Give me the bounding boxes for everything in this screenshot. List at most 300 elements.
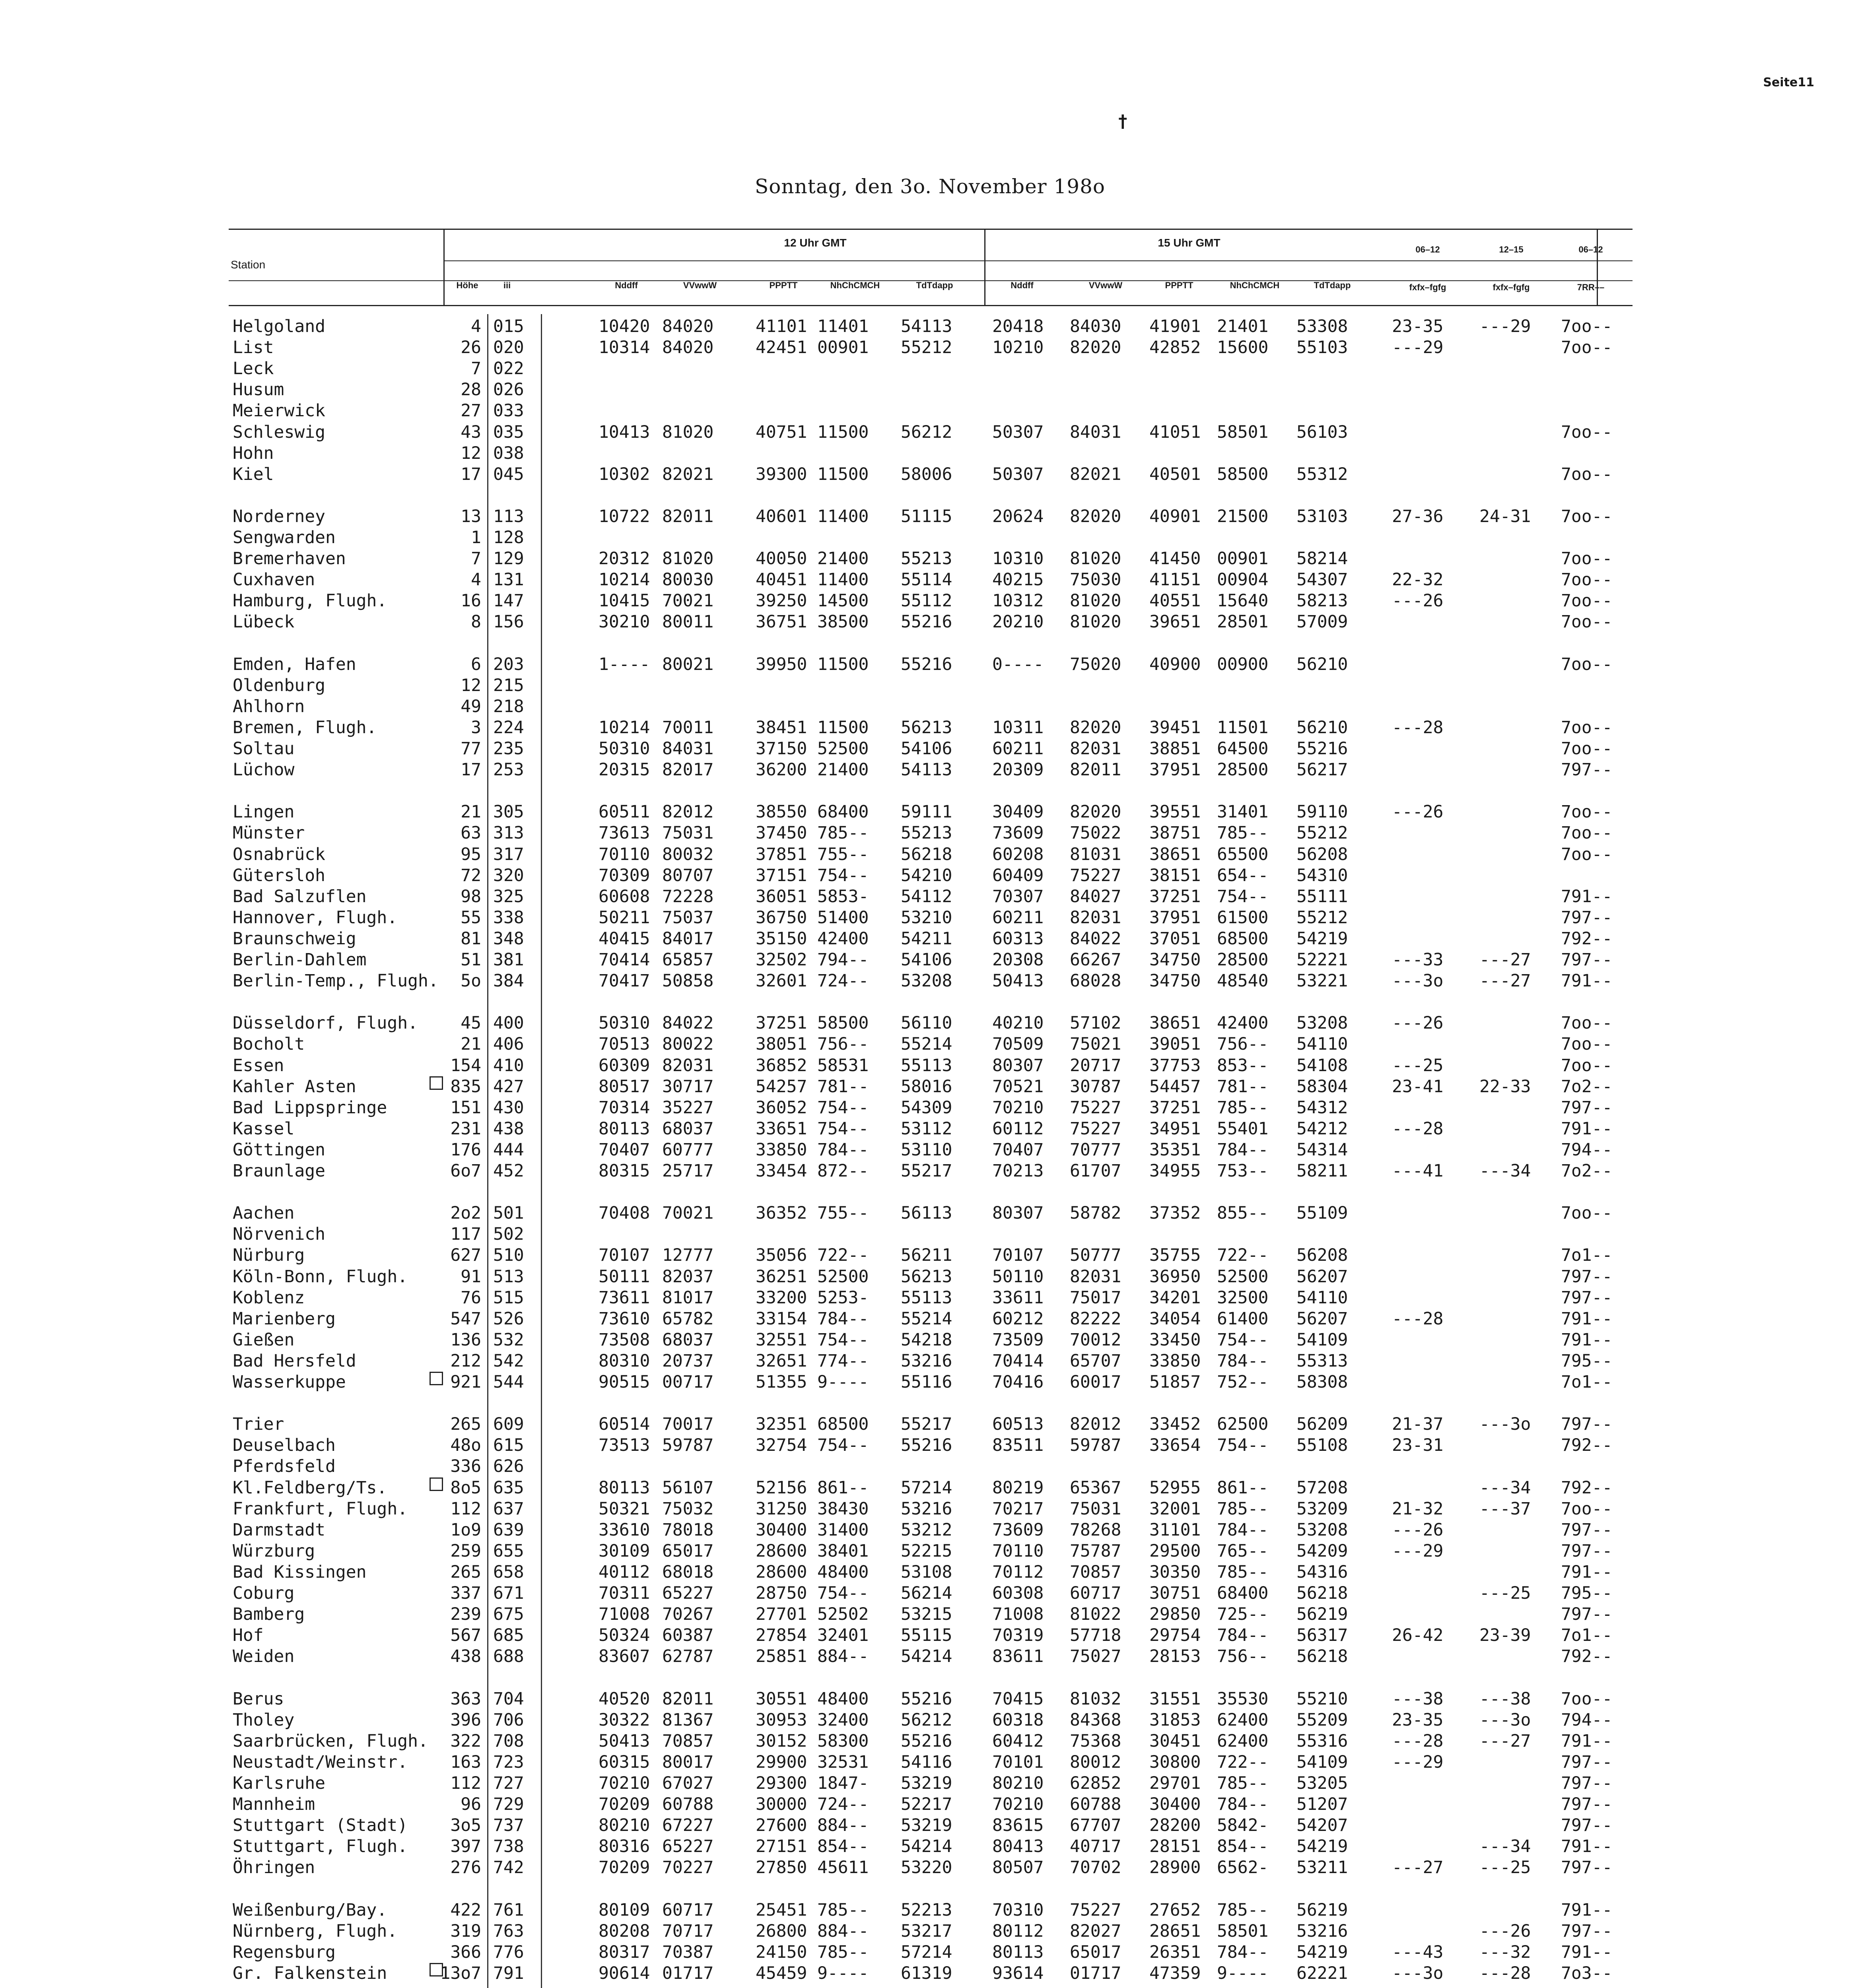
obs-15-value: 75227 bbox=[1070, 1119, 1121, 1139]
station-number: 038 bbox=[493, 443, 524, 463]
obs-12-value: 754-- bbox=[817, 866, 869, 885]
station-number: 776 bbox=[493, 1942, 524, 1962]
obs-12-value: 65857 bbox=[662, 950, 714, 970]
extra-value: ---28 bbox=[1479, 1963, 1531, 1983]
obs-12-value: 20315 bbox=[599, 760, 650, 780]
station-height: 921 bbox=[450, 1372, 481, 1392]
extra-value: 7oo-- bbox=[1561, 654, 1613, 674]
obs-12-value: 10722 bbox=[599, 507, 650, 526]
obs-15-value: 35351 bbox=[1149, 1140, 1201, 1160]
obs-12-value: 33651 bbox=[756, 1119, 807, 1139]
obs-12-value: 52215 bbox=[901, 1541, 952, 1561]
obs-12-value: 53112 bbox=[901, 1119, 952, 1139]
obs-15-value: 55109 bbox=[1296, 1203, 1348, 1223]
table-row bbox=[0, 1625, 1860, 1646]
obs-12-value: 01717 bbox=[662, 1963, 714, 1983]
obs-12-value: 756-- bbox=[817, 1034, 869, 1054]
obs-12-value: 30109 bbox=[599, 1541, 650, 1561]
station-number: 320 bbox=[493, 866, 524, 885]
extra-value: ---25 bbox=[1479, 1583, 1531, 1603]
extra-value: ---3o bbox=[1479, 1710, 1531, 1730]
obs-15-value: 29754 bbox=[1149, 1625, 1201, 1645]
obs-12-value: 56107 bbox=[662, 1478, 714, 1498]
obs-15-value: 20717 bbox=[1070, 1056, 1121, 1076]
station-height: 835 bbox=[450, 1077, 481, 1097]
station-height: 45 bbox=[461, 1013, 481, 1033]
station-number: 015 bbox=[493, 316, 524, 336]
obs-12-value: 80032 bbox=[662, 845, 714, 864]
obs-15-value: 54209 bbox=[1296, 1541, 1348, 1561]
obs-12-value: 32400 bbox=[817, 1710, 869, 1730]
obs-15-value: 65707 bbox=[1070, 1351, 1121, 1371]
extra-value: 792-- bbox=[1561, 1646, 1613, 1666]
obs-12-value: 75032 bbox=[662, 1499, 714, 1519]
obs-15-value: 60313 bbox=[992, 929, 1044, 949]
station-name: Gütersloh bbox=[233, 866, 325, 885]
obs-12-value: 53219 bbox=[901, 1773, 952, 1793]
table-row bbox=[0, 1942, 1860, 1963]
obs-15-value: 784-- bbox=[1217, 1625, 1269, 1645]
obs-15-value: 31401 bbox=[1217, 802, 1269, 822]
obs-15-value: 00900 bbox=[1217, 654, 1269, 674]
obs-15-value: 21401 bbox=[1217, 316, 1269, 336]
extra-value: 7o1-- bbox=[1561, 1625, 1613, 1645]
obs-15-value: 27652 bbox=[1149, 1900, 1201, 1920]
header-extra-bottom-1: fxfx–fgfg bbox=[1409, 282, 1446, 292]
extra-value: ---26 bbox=[1392, 591, 1444, 611]
obs-12-value: 84020 bbox=[662, 338, 714, 357]
obs-15-value: 81020 bbox=[1070, 612, 1121, 632]
obs-15-value: 82020 bbox=[1070, 718, 1121, 738]
obs-12-value: 54106 bbox=[901, 950, 952, 970]
obs-12-value: 38500 bbox=[817, 612, 869, 632]
station-name: Tholey bbox=[233, 1710, 295, 1730]
station-name: Soltau bbox=[233, 739, 295, 759]
extra-value: ---25 bbox=[1479, 1858, 1531, 1877]
extra-value: 23-35 bbox=[1392, 316, 1444, 336]
extra-value: ---25 bbox=[1392, 1056, 1444, 1076]
obs-15-value: 15640 bbox=[1217, 591, 1269, 611]
obs-12-value: 70021 bbox=[662, 591, 714, 611]
obs-15-value: 37951 bbox=[1149, 908, 1201, 928]
station-name: Neustadt/Weinstr. bbox=[233, 1752, 408, 1772]
obs-15-value: 10312 bbox=[992, 591, 1044, 611]
obs-12-value: 27854 bbox=[756, 1625, 807, 1645]
obs-15-value: 58308 bbox=[1296, 1372, 1348, 1392]
obs-12-value: 73611 bbox=[599, 1288, 650, 1308]
obs-15-value: 34054 bbox=[1149, 1309, 1201, 1329]
obs-12-value: 29900 bbox=[756, 1752, 807, 1772]
obs-12-value: 53108 bbox=[901, 1562, 952, 1582]
obs-15-value: 765-- bbox=[1217, 1541, 1269, 1561]
obs-15-value: 81020 bbox=[1070, 591, 1121, 611]
obs-12-value: 84031 bbox=[662, 739, 714, 759]
station-height: 98 bbox=[461, 887, 481, 907]
table-row bbox=[0, 1794, 1860, 1815]
obs-12-value: 794-- bbox=[817, 950, 869, 970]
extra-value: 797-- bbox=[1561, 1794, 1613, 1814]
obs-15-value: 56317 bbox=[1296, 1625, 1348, 1645]
obs-12-value: 38051 bbox=[756, 1034, 807, 1054]
obs-12-value: 53219 bbox=[901, 1815, 952, 1835]
table-row bbox=[0, 569, 1860, 590]
station-number: 513 bbox=[493, 1267, 524, 1287]
extra-value: 7oo-- bbox=[1561, 1056, 1613, 1076]
obs-15-value: 84030 bbox=[1070, 316, 1121, 336]
obs-12-value: 00717 bbox=[662, 1372, 714, 1392]
obs-15-value: 65500 bbox=[1217, 845, 1269, 864]
obs-12-value: 25717 bbox=[662, 1161, 714, 1181]
obs-12-value: 54113 bbox=[901, 316, 952, 336]
obs-15-value: 55212 bbox=[1296, 823, 1348, 843]
extra-value: 21-37 bbox=[1392, 1414, 1444, 1434]
station-height: 4 bbox=[471, 570, 481, 590]
obs-15-value: 82031 bbox=[1070, 908, 1121, 928]
obs-12-value: 70209 bbox=[599, 1858, 650, 1877]
obs-12-value: 52217 bbox=[901, 1794, 952, 1814]
station-number: 738 bbox=[493, 1837, 524, 1856]
obs-12-value: 73513 bbox=[599, 1435, 650, 1455]
obs-12-value: 73508 bbox=[599, 1330, 650, 1350]
obs-15-value: 62852 bbox=[1070, 1773, 1121, 1793]
station-name: Stuttgart, Flugh. bbox=[233, 1837, 408, 1856]
obs-12-value: 35150 bbox=[756, 929, 807, 949]
obs-15-value: 70777 bbox=[1070, 1140, 1121, 1160]
station-height: 276 bbox=[450, 1858, 481, 1877]
obs-15-value: 52221 bbox=[1296, 950, 1348, 970]
obs-15-value: 10210 bbox=[992, 338, 1044, 357]
obs-12-value: 82011 bbox=[662, 507, 714, 526]
obs-12-value: 754-- bbox=[817, 1098, 869, 1118]
station-number: 708 bbox=[493, 1731, 524, 1751]
obs-12-value: 33200 bbox=[756, 1288, 807, 1308]
table-row bbox=[0, 1689, 1860, 1709]
obs-15-value: 40717 bbox=[1070, 1837, 1121, 1856]
extra-value: 7oo-- bbox=[1561, 1203, 1613, 1223]
obs-15-value: 75020 bbox=[1070, 654, 1121, 674]
obs-12-value: 56113 bbox=[901, 1203, 952, 1223]
station-height: 112 bbox=[450, 1499, 481, 1519]
obs-12-value: 60777 bbox=[662, 1140, 714, 1160]
obs-15-value: 754-- bbox=[1217, 887, 1269, 907]
obs-15-value: 70012 bbox=[1070, 1330, 1121, 1350]
obs-15-value: 66267 bbox=[1070, 950, 1121, 970]
obs-15-value: 753-- bbox=[1217, 1161, 1269, 1181]
obs-12-value: 36052 bbox=[756, 1098, 807, 1118]
obs-12-value: 67227 bbox=[662, 1815, 714, 1835]
station-number: 317 bbox=[493, 845, 524, 864]
obs-12-value: 32502 bbox=[756, 950, 807, 970]
obs-12-value: 10314 bbox=[599, 338, 650, 357]
extra-value: 792-- bbox=[1561, 929, 1613, 949]
extra-value: 797-- bbox=[1561, 1288, 1613, 1308]
extra-value: 7oo-- bbox=[1561, 802, 1613, 822]
extra-value: 792-- bbox=[1561, 1435, 1613, 1455]
station-name: Weißenburg/Bay. bbox=[233, 1900, 387, 1920]
obs-15-value: 57208 bbox=[1296, 1478, 1348, 1498]
obs-15-value: 56208 bbox=[1296, 845, 1348, 864]
extra-value: 24-31 bbox=[1479, 507, 1531, 526]
station-name: Nürnberg, Flugh. bbox=[233, 1921, 398, 1941]
obs-15-value: 722-- bbox=[1217, 1245, 1269, 1265]
obs-12-value: 35227 bbox=[662, 1098, 714, 1118]
obs-12-value: 40451 bbox=[756, 570, 807, 590]
obs-15-value: 70310 bbox=[992, 1900, 1044, 1920]
extra-value: 797-- bbox=[1561, 1098, 1613, 1118]
extra-value: 7o3-- bbox=[1561, 1963, 1613, 1983]
station-name: Frankfurt, Flugh. bbox=[233, 1499, 408, 1519]
extra-value: 23-35 bbox=[1392, 1710, 1444, 1730]
obs-15-value: 784-- bbox=[1217, 1520, 1269, 1540]
obs-12-value: 53216 bbox=[901, 1351, 952, 1371]
obs-15-value: 70521 bbox=[992, 1077, 1044, 1097]
obs-15-value: 82031 bbox=[1070, 1267, 1121, 1287]
obs-15-value: 33450 bbox=[1149, 1330, 1201, 1350]
station-height: 27 bbox=[461, 401, 481, 421]
station-height: 8o5 bbox=[450, 1478, 481, 1498]
station-name: Saarbrücken, Flugh. bbox=[233, 1731, 428, 1751]
station-height: 76 bbox=[461, 1288, 481, 1308]
station-number: 542 bbox=[493, 1351, 524, 1371]
extra-value: ---27 bbox=[1479, 1731, 1531, 1751]
obs-12-value: 38401 bbox=[817, 1541, 869, 1561]
obs-15-value: 15600 bbox=[1217, 338, 1269, 357]
station-number: 763 bbox=[493, 1921, 524, 1941]
obs-12-value: 59111 bbox=[901, 802, 952, 822]
obs-12-value: 55212 bbox=[901, 338, 952, 357]
extra-value: 7o2-- bbox=[1561, 1077, 1613, 1097]
obs-15-value: 55111 bbox=[1296, 887, 1348, 907]
table-row bbox=[0, 1034, 1860, 1054]
obs-12-value: 54106 bbox=[901, 739, 952, 759]
obs-15-value: 38651 bbox=[1149, 845, 1201, 864]
obs-12-value: 784-- bbox=[817, 1309, 869, 1329]
obs-12-value: 55216 bbox=[901, 654, 952, 674]
obs-12-value: 70209 bbox=[599, 1794, 650, 1814]
obs-12-value: 32754 bbox=[756, 1435, 807, 1455]
obs-12-value: 36751 bbox=[756, 612, 807, 632]
obs-15-value: 75021 bbox=[1070, 1034, 1121, 1054]
obs-12-value: 70210 bbox=[599, 1773, 650, 1793]
obs-12-value: 58016 bbox=[901, 1077, 952, 1097]
obs-12-value: 70021 bbox=[662, 1203, 714, 1223]
station-number: 526 bbox=[493, 1309, 524, 1329]
station-name: Essen bbox=[233, 1056, 284, 1076]
header-12-td: TdTdapp bbox=[916, 280, 953, 290]
obs-15-value: 34750 bbox=[1149, 971, 1201, 991]
header-extra-top-2: 12–15 bbox=[1499, 245, 1524, 254]
obs-15-value: 80413 bbox=[992, 1837, 1044, 1856]
station-height: 547 bbox=[450, 1309, 481, 1329]
obs-15-value: 61707 bbox=[1070, 1161, 1121, 1181]
station-height: 51 bbox=[461, 950, 481, 970]
obs-15-value: 81022 bbox=[1070, 1604, 1121, 1624]
station-height: 12 bbox=[461, 443, 481, 463]
obs-15-value: 31551 bbox=[1149, 1689, 1201, 1709]
station-name: Hamburg, Flugh. bbox=[233, 591, 387, 611]
station-name: Würzburg bbox=[233, 1541, 315, 1561]
obs-12-value: 32401 bbox=[817, 1625, 869, 1645]
header-15-ppptt: PPPTT bbox=[1165, 280, 1193, 290]
obs-12-value: 11401 bbox=[817, 316, 869, 336]
station-height: 6 bbox=[471, 654, 481, 674]
obs-12-value: 54257 bbox=[756, 1077, 807, 1097]
obs-12-value: 70414 bbox=[599, 950, 650, 970]
obs-15-value: 34955 bbox=[1149, 1161, 1201, 1181]
obs-15-value: 28500 bbox=[1217, 760, 1269, 780]
extra-value: 797-- bbox=[1561, 1858, 1613, 1877]
obs-15-value: 80507 bbox=[992, 1858, 1044, 1877]
extra-value: 791-- bbox=[1561, 1837, 1613, 1856]
obs-12-value: 28600 bbox=[756, 1541, 807, 1561]
obs-12-value: 80208 bbox=[599, 1921, 650, 1941]
station-name: Gr. Falkenstein bbox=[233, 1963, 387, 1983]
obs-12-value: 80109 bbox=[599, 1900, 650, 1920]
obs-15-value: 58211 bbox=[1296, 1161, 1348, 1181]
table-row bbox=[0, 971, 1860, 991]
obs-12-value: 70011 bbox=[662, 718, 714, 738]
obs-12-value: 29300 bbox=[756, 1773, 807, 1793]
table-row bbox=[0, 738, 1860, 759]
header-extra-bottom-3: 7RR–– bbox=[1577, 282, 1605, 292]
obs-12-value: 40520 bbox=[599, 1689, 650, 1709]
obs-12-value: 90515 bbox=[599, 1372, 650, 1392]
table-row bbox=[0, 1520, 1860, 1540]
station-number: 626 bbox=[493, 1456, 524, 1476]
obs-15-value: 32001 bbox=[1149, 1499, 1201, 1519]
extra-value: 27-36 bbox=[1392, 507, 1444, 526]
obs-12-value: 82021 bbox=[662, 464, 714, 484]
obs-12-value: 42451 bbox=[756, 338, 807, 357]
obs-15-value: 82020 bbox=[1070, 507, 1121, 526]
obs-15-value: 75030 bbox=[1070, 570, 1121, 590]
station-height: 21 bbox=[461, 802, 481, 822]
obs-12-value: 30551 bbox=[756, 1689, 807, 1709]
page-title: Sonntag, den 3o. November 198o bbox=[754, 175, 1105, 198]
obs-12-value: 83607 bbox=[599, 1646, 650, 1666]
obs-12-value: 30152 bbox=[756, 1731, 807, 1751]
obs-15-value: 64500 bbox=[1217, 739, 1269, 759]
obs-15-value: 00904 bbox=[1217, 570, 1269, 590]
obs-12-value: 32651 bbox=[756, 1351, 807, 1371]
station-number: 410 bbox=[493, 1056, 524, 1076]
obs-12-value: 80317 bbox=[599, 1942, 650, 1962]
station-name: Weiden bbox=[233, 1646, 295, 1666]
obs-12-value: 54116 bbox=[901, 1752, 952, 1772]
obs-15-value: 70217 bbox=[992, 1499, 1044, 1519]
table-row bbox=[0, 654, 1860, 675]
obs-15-value: 62500 bbox=[1217, 1414, 1269, 1434]
obs-15-value: 83611 bbox=[992, 1646, 1044, 1666]
station-name: Bocholt bbox=[233, 1034, 305, 1054]
extra-value: 7oo-- bbox=[1561, 1689, 1613, 1709]
obs-12-value: 755-- bbox=[817, 845, 869, 864]
extra-value: 797-- bbox=[1561, 1815, 1613, 1835]
obs-15-value: 37753 bbox=[1149, 1056, 1201, 1076]
station-number: 706 bbox=[493, 1710, 524, 1730]
obs-15-value: 37251 bbox=[1149, 887, 1201, 907]
extra-value: 794-- bbox=[1561, 1140, 1613, 1160]
extra-value: 22-32 bbox=[1392, 570, 1444, 590]
station-height: 8 bbox=[471, 612, 481, 632]
obs-15-value: 68400 bbox=[1217, 1583, 1269, 1603]
obs-12-value: 52213 bbox=[901, 1900, 952, 1920]
station-number: 515 bbox=[493, 1288, 524, 1308]
obs-12-value: 54214 bbox=[901, 1646, 952, 1666]
station-name: Lüchow bbox=[233, 760, 295, 780]
station-name: Öhringen bbox=[233, 1858, 315, 1877]
obs-15-value: 40215 bbox=[992, 570, 1044, 590]
obs-12-value: 42400 bbox=[817, 929, 869, 949]
header-12-vvwww: VVwwW bbox=[683, 280, 717, 290]
obs-15-value: 52500 bbox=[1217, 1267, 1269, 1287]
station-name: Darmstadt bbox=[233, 1520, 325, 1540]
obs-15-value: 70407 bbox=[992, 1140, 1044, 1160]
obs-15-value: 53221 bbox=[1296, 971, 1348, 991]
obs-15-value: 784-- bbox=[1217, 1140, 1269, 1160]
obs-12-value: 784-- bbox=[817, 1140, 869, 1160]
obs-15-value: 70416 bbox=[992, 1372, 1044, 1392]
obs-15-value: 38651 bbox=[1149, 1013, 1201, 1033]
station-number: 635 bbox=[493, 1478, 524, 1498]
obs-12-value: 56218 bbox=[901, 845, 952, 864]
obs-12-value: 40751 bbox=[756, 422, 807, 442]
obs-15-value: 65367 bbox=[1070, 1478, 1121, 1498]
extra-value: ---29 bbox=[1392, 1752, 1444, 1772]
obs-15-value: 756-- bbox=[1217, 1034, 1269, 1054]
station-number: 761 bbox=[493, 1900, 524, 1920]
obs-12-value: 56212 bbox=[901, 422, 952, 442]
station-name: Meierwick bbox=[233, 401, 325, 421]
obs-12-value: 785-- bbox=[817, 1900, 869, 1920]
extra-value: 7oo-- bbox=[1561, 823, 1613, 843]
obs-15-value: 55316 bbox=[1296, 1731, 1348, 1751]
obs-12-value: 00901 bbox=[817, 338, 869, 357]
obs-15-value: 68028 bbox=[1070, 971, 1121, 991]
obs-12-value: 56214 bbox=[901, 1583, 952, 1603]
station-number: 020 bbox=[493, 338, 524, 357]
table-row bbox=[0, 1921, 1860, 1941]
obs-12-value: 38550 bbox=[756, 802, 807, 822]
station-number: 671 bbox=[493, 1583, 524, 1603]
obs-12-value: 59787 bbox=[662, 1435, 714, 1455]
obs-12-value: 84017 bbox=[662, 929, 714, 949]
station-name: Nörvenich bbox=[233, 1224, 325, 1244]
obs-12-value: 36852 bbox=[756, 1056, 807, 1076]
obs-15-value: 47359 bbox=[1149, 1963, 1201, 1983]
obs-15-value: 53216 bbox=[1296, 1921, 1348, 1941]
obs-15-value: 59110 bbox=[1296, 802, 1348, 822]
obs-15-value: 53308 bbox=[1296, 316, 1348, 336]
obs-15-value: 58501 bbox=[1217, 422, 1269, 442]
extra-value: 7oo-- bbox=[1561, 718, 1613, 738]
obs-15-value: 33850 bbox=[1149, 1351, 1201, 1371]
obs-12-value: 70717 bbox=[662, 1921, 714, 1941]
extra-value: 7oo-- bbox=[1561, 1499, 1613, 1519]
obs-12-value: 32531 bbox=[817, 1752, 869, 1772]
station-height: 112 bbox=[450, 1773, 481, 1793]
obs-15-value: 29701 bbox=[1149, 1773, 1201, 1793]
station-height: 13 bbox=[461, 507, 481, 526]
obs-15-value: 81032 bbox=[1070, 1689, 1121, 1709]
station-name: Braunschweig bbox=[233, 929, 356, 949]
obs-12-value: 80113 bbox=[599, 1119, 650, 1139]
obs-12-value: 48400 bbox=[817, 1689, 869, 1709]
station-number: 156 bbox=[493, 612, 524, 632]
station-name: Bremen, Flugh. bbox=[233, 718, 377, 738]
obs-15-value: 67707 bbox=[1070, 1815, 1121, 1835]
extra-value: 791-- bbox=[1561, 1119, 1613, 1139]
